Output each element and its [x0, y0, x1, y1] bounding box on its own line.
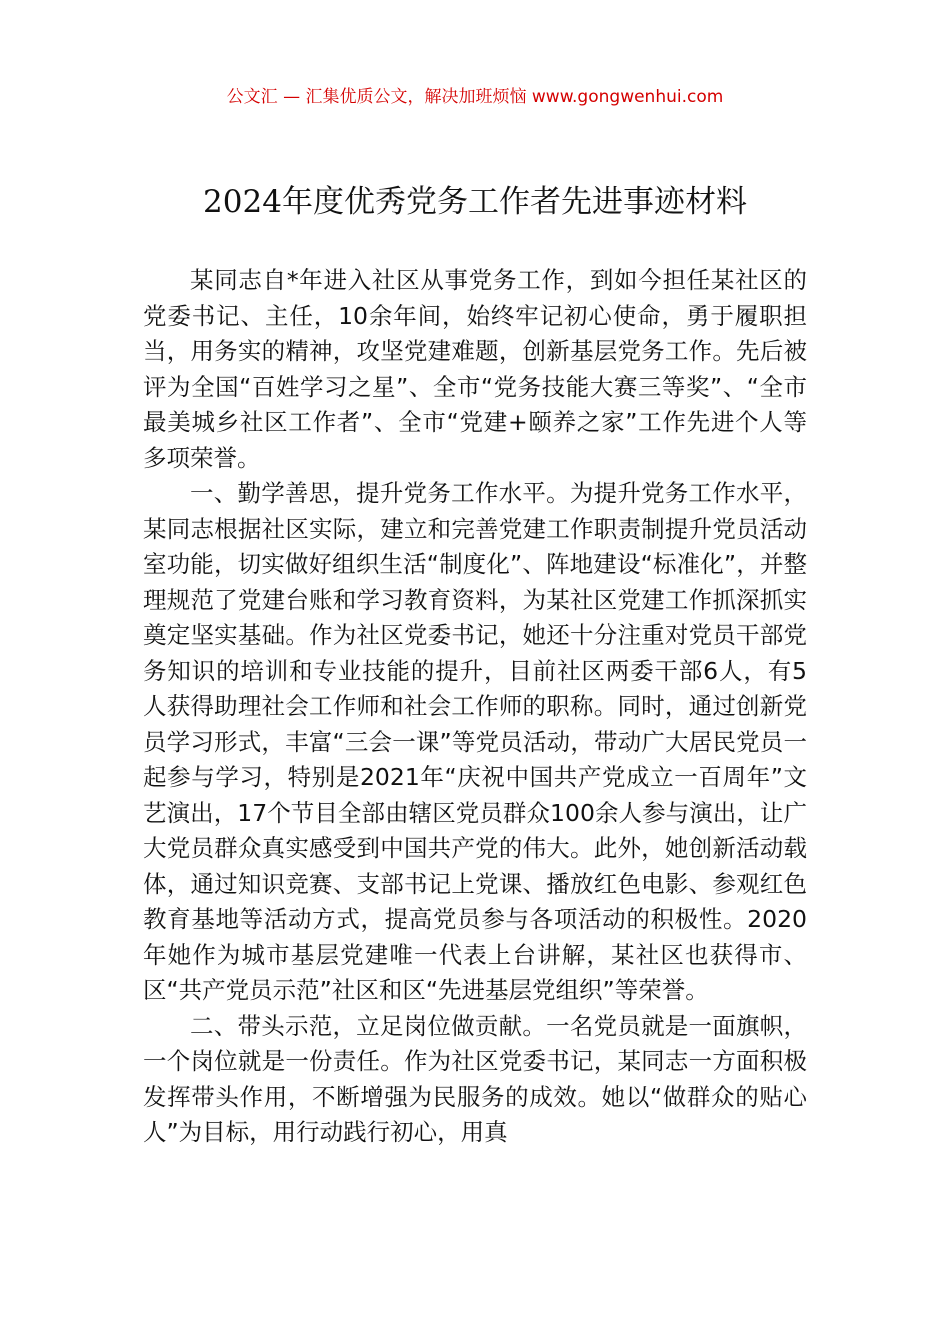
paragraph-text: 某同志自*年进入社区从事党务工作，到如今担任某社区的党委书记、主任，10余年间，始终牢记初心使命，勇于履职担当，用务实的精神，攻坚党建难题，创新基层党务工作。先后被评为全国“百姓学习之星”、全市“党务技能大赛三等奖”、“全市最美城乡社区工作者”、全市“党建+颐养之家”工作先进个人等多项荣誉。 [143, 266, 807, 472]
page-title: 2024年度优秀党务工作者先进事迹材料 [203, 184, 747, 220]
paragraph-heading: 一、勤学善思，提升党务工作水平。 [190, 479, 570, 507]
paragraph-section-1 [143, 476, 807, 1009]
paragraph-heading: 二、带头示范，立足岗位做贡献。 [190, 1011, 547, 1040]
paragraph-text: 一名党员就是一面旗帜，一个岗位就是一份责任。作为社区党委书记，某同志一方面积极发挥带头作用，不断增强为民服务的成效。她以“做群众的贴心人”为目标，用行动践行初心，用真 [143, 1011, 808, 1146]
document-body [143, 263, 807, 1151]
paragraph-section-2 [143, 1009, 807, 1151]
paragraph-intro [143, 263, 807, 476]
paragraph-text: 为提升党务工作水平，某同志根据社区实际，建立和完善党建工作职责制提升党员活动室功能，切实做好组织生活“制度化”、阵地建设“标准化”，并整理规范了党建台账和学习教育资料，为某社区党建工作抓深抓实奠定坚实基础。作为社区党委书记，她还十分注重对党员干部党务知识的培训和专业技能的提升，目前社区两委干部6人，有5人获得助理社会工作师和社会工作师的职称。同时，通过创新党员学习形式，丰富“三会一课”等党员活动，带动广大居民党员一起参与学习，特别是2021年“庆祝中国共产党成立一百周年”文艺演出，17个节目全部由辖区党员群众100余人参与演出，让广大党员群众真实感受到中国共产党的伟大。此外，她创新活动载体，通过知识竞赛、支部书记上党课、播放红色电影、参观红色教育基地等活动方式，提高党员参与各项活动的积极性。2020年她作为城市基层党建唯一代表上台讲解，某社区也获得市、区“共产党员示范”社区和区“先进基层党组织”等荣誉。 [143, 479, 808, 1004]
header-banner: 公文汇 — 汇集优质公文，解决加班烦恼 www.gongwenhui.com [226, 87, 724, 107]
